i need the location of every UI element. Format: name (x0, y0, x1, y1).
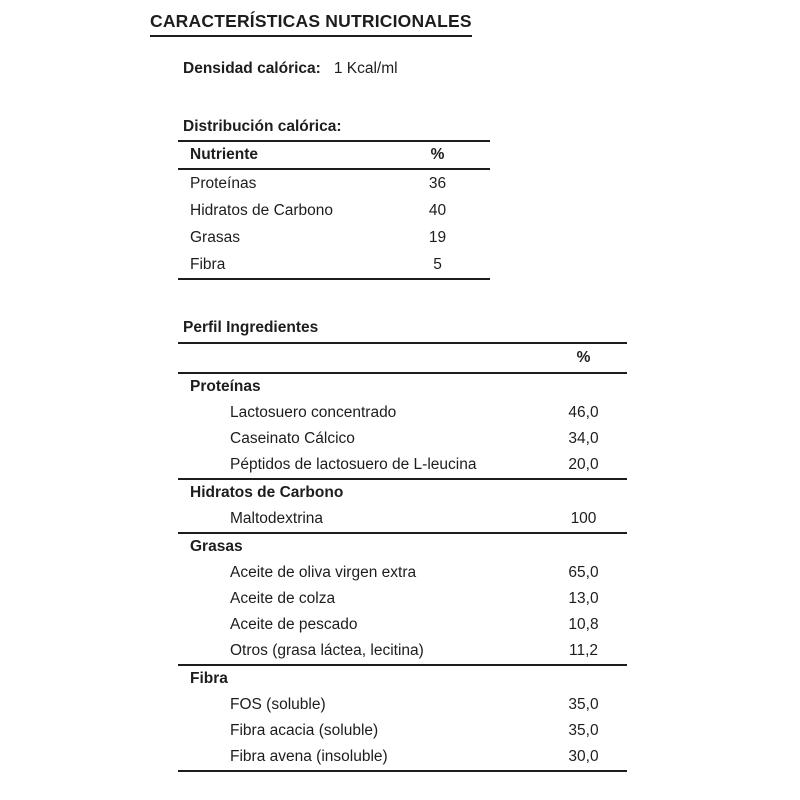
table-row (178, 744, 627, 770)
caloric-density-label: Densidad calórica: (183, 60, 321, 77)
percent-cell: 19 (428, 229, 447, 246)
percent-cell: 34,0 (568, 430, 599, 447)
percent-cell: 65,0 (568, 564, 599, 581)
percent-cell: 13,0 (568, 590, 599, 607)
ingredient-cell: Lactosuero concentrado (230, 404, 397, 421)
table-row (178, 251, 490, 278)
table-row (178, 426, 627, 452)
percent-cell: 100 (570, 510, 597, 527)
table-row (178, 400, 627, 426)
percent-cell: 10,8 (568, 616, 599, 633)
table-row (178, 586, 627, 612)
ingredient-cell: Otros (grasa láctea, lecitina) (230, 642, 424, 659)
caloric-density-row (183, 59, 398, 79)
percent-cell: 30,0 (568, 748, 599, 765)
ingredient-cell: Caseinato Cálcico (230, 430, 355, 447)
percent-cell: 5 (433, 256, 442, 273)
percent-cell: 11,2 (568, 642, 599, 659)
caloric-distribution-heading: Distribución calórica: (183, 118, 342, 135)
ingredient-cell: Aceite de colza (230, 590, 336, 607)
table-row (178, 452, 627, 478)
ingredient-profile-heading: Perfil Ingredientes (183, 319, 319, 336)
nutrient-cell: Proteínas (190, 175, 257, 192)
ingredient-group-proteinas (178, 374, 627, 480)
table-row (178, 170, 490, 197)
caloric-density-value: 1 Kcal/ml (333, 60, 398, 77)
column-header-percent: % (576, 349, 591, 366)
percent-cell: 40 (428, 202, 447, 219)
table-row (178, 718, 627, 744)
table-row (178, 612, 627, 638)
ingredient-cell: Aceite de pescado (230, 616, 358, 633)
table-row (178, 506, 627, 532)
ingredient-cell: FOS (soluble) (230, 696, 326, 713)
nutrient-cell: Fibra (190, 256, 226, 273)
nutrient-cell: Grasas (190, 229, 240, 246)
table-row (178, 692, 627, 718)
percent-cell: 46,0 (568, 404, 599, 421)
table-row (178, 224, 490, 251)
ingredient-cell: Fibra acacia (soluble) (230, 722, 379, 739)
percent-cell: 35,0 (568, 722, 599, 739)
ingredient-cell: Fibra avena (insoluble) (230, 748, 388, 765)
group-name: Fibra (190, 670, 228, 687)
group-name: Hidratos de Carbono (190, 484, 344, 501)
page-title: CARACTERÍSTICAS NUTRICIONALES (150, 11, 472, 37)
ingredient-group-hidratos (178, 480, 627, 534)
ingredient-cell: Péptidos de lactosuero de L-leucina (230, 456, 477, 473)
ingredient-cell: Maltodextrina (230, 510, 324, 527)
table-row (178, 197, 490, 224)
column-header-empty (178, 344, 540, 372)
group-name: Grasas (190, 538, 243, 555)
column-header-nutrient: Nutriente (190, 146, 259, 163)
table-header-row (178, 344, 627, 374)
ingredient-cell: Aceite de oliva virgen extra (230, 564, 417, 581)
column-header-percent: % (430, 146, 445, 163)
ingredient-profile-table (178, 342, 627, 772)
percent-cell: 20,0 (568, 456, 599, 473)
ingredient-group-grasas (178, 534, 627, 666)
percent-cell: 35,0 (568, 696, 599, 713)
group-name: Proteínas (190, 378, 261, 395)
nutrient-cell: Hidratos de Carbono (190, 202, 334, 219)
caloric-distribution-table (178, 140, 490, 280)
table-row (178, 560, 627, 586)
table-row (178, 638, 627, 664)
percent-cell: 36 (428, 175, 447, 192)
table-header-row (178, 142, 490, 170)
ingredient-group-fibra (178, 666, 627, 772)
